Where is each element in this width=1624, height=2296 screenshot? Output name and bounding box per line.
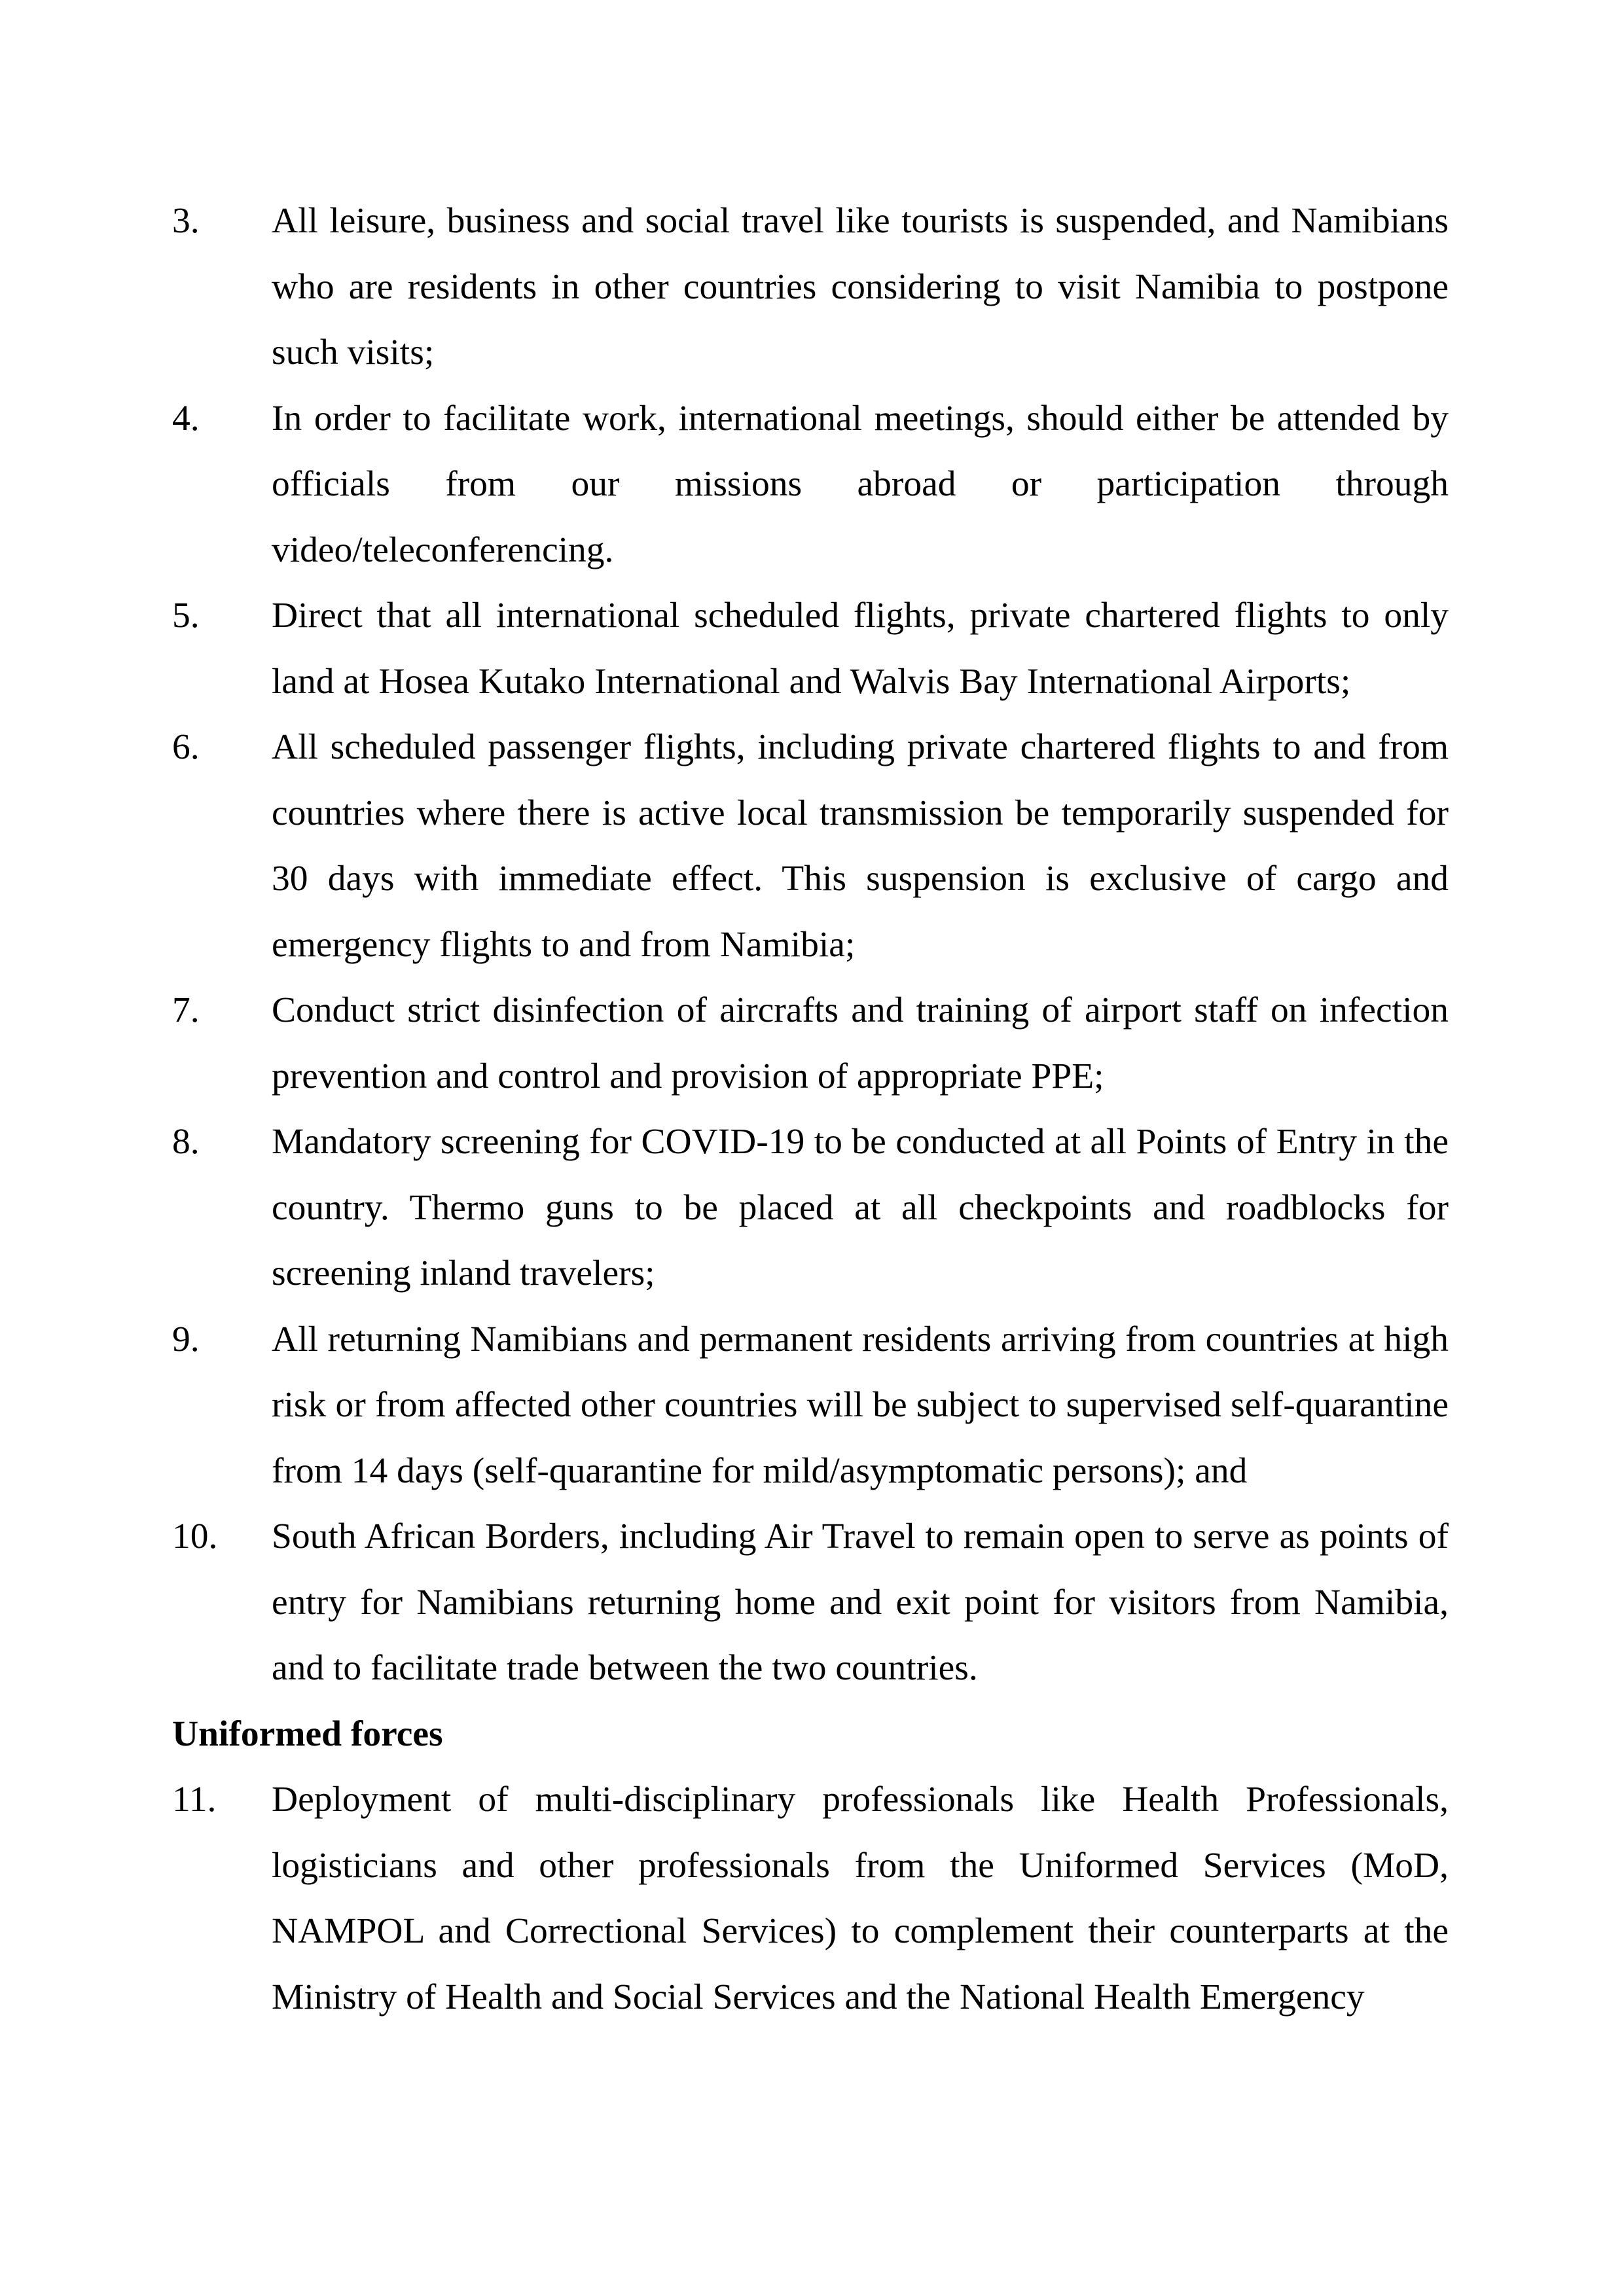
item-number: 4. xyxy=(172,398,200,439)
list-item xyxy=(172,1767,1449,2030)
list-item xyxy=(172,188,1449,386)
list-item xyxy=(172,715,1449,978)
item-number: 11. xyxy=(172,1780,217,1820)
list-item xyxy=(172,1504,1449,1702)
item-text: Mandatory screening for COVID-19 to be conducted at all Points of Entry in the country. Thermo guns to be placed at all checkpoints and roadblocks for screening inland travelers; xyxy=(272,1122,1449,1293)
item-number: 10. xyxy=(172,1516,218,1556)
item-text: Deployment of multi-disciplinary professionals like Health Professionals, logisticians and other professionals from the Uniformed Services (MoD, NAMPOL and Correctional Services) to complement their counterparts at the Ministry of Health and Social Services and the National Health Emergency xyxy=(272,1780,1449,2017)
item-text: All leisure, business and social travel like tourists is suspended, and Namibians who are residents in other countries considering to visit Namibia to postpone such visits; xyxy=(272,201,1449,372)
list-item xyxy=(172,386,1449,584)
item-text: In order to facilitate work, international meetings, should either be attended by officials from our missions abroad or participation through video/teleconferencing. xyxy=(272,398,1449,570)
item-text: South African Borders, including Air Travel to remain open to serve as points of entry for Namibians returning home and exit point for visitors from Namibia, and to facilitate trade between the two countries. xyxy=(272,1516,1449,1688)
item-number: 5. xyxy=(172,596,200,636)
item-number: 7. xyxy=(172,990,200,1030)
item-text: All scheduled passenger flights, including private chartered flights to and from countries where there is active local transmission be temporarily suspended for 30 days with immediate effect. This suspension is exclusive of cargo and emergency flights to and from Namibia; xyxy=(272,727,1449,965)
item-number: 9. xyxy=(172,1319,200,1359)
list-item xyxy=(172,583,1449,715)
section-heading: Uniformed forces xyxy=(172,1713,443,1754)
item-number: 6. xyxy=(172,727,200,767)
page-content xyxy=(172,188,1449,2030)
list-item xyxy=(172,1109,1449,1307)
item-number: 8. xyxy=(172,1122,200,1162)
item-text: Conduct strict disinfection of aircrafts and training of airport staff on infection prevention and control and provision of appropriate PPE; xyxy=(272,990,1449,1096)
list-item xyxy=(172,978,1449,1109)
item-number: 3. xyxy=(172,201,200,241)
item-text: Direct that all international scheduled flights, private chartered flights to only land at Hosea Kutako International and Walvis Bay International Airports; xyxy=(272,596,1449,702)
item-text: All returning Namibians and permanent residents arriving from countries at high risk or from affected other countries will be subject to supervised self-quarantine from 14 days (self-quarantine for mild/asymptomatic persons); and xyxy=(272,1319,1449,1491)
list-item xyxy=(172,1307,1449,1505)
